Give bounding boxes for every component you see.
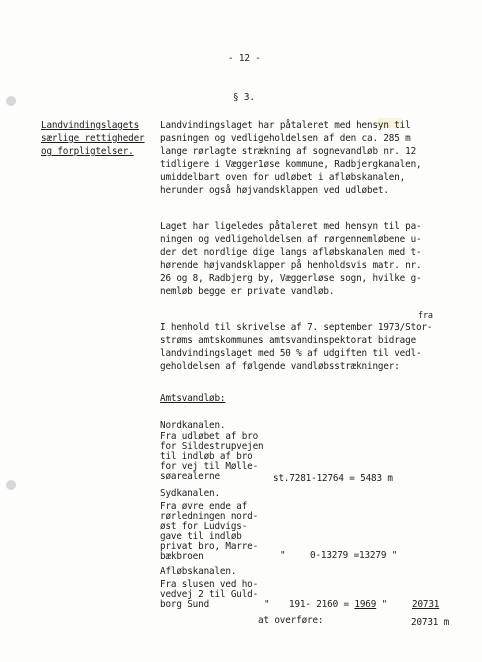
nordkanalen-desc: Fra udløbet af bro: [160, 431, 259, 442]
aflobskanalen-desc: borg Sund: [160, 599, 210, 610]
sydkanalen-desc: privat bro, Marre-: [160, 541, 259, 552]
carry-value: 20731 m: [411, 617, 450, 628]
aflobskanalen-ditto: ": [264, 599, 270, 610]
para2-line: nemløb begge er private vandløb.: [160, 286, 335, 297]
nordkanalen-name: Nordkanalen.: [160, 420, 226, 431]
para3-line: landvindingslaget med 50 % af udgiften til vedl-: [160, 348, 422, 359]
nordkanalen-desc: for Sildestrupvejen: [160, 441, 264, 452]
sydkanalen-calc: 0-13279 =13279 ": [310, 550, 398, 561]
para1-line: pasningen og vedligeholdelsen af den ca. 285 m: [160, 133, 411, 144]
para2-line: Laget har ligeledes påtaleret med hensyn til pa-: [160, 221, 422, 232]
margin-heading-line: Landvindingslagets: [41, 120, 140, 131]
para3-line: I henhold til skrivelse af 7. september 1973/Stor-: [160, 322, 433, 333]
aflobskanalen-name: Afløbskanalen.: [160, 566, 237, 577]
amtsvandlob-heading: Amtsvandløb:: [160, 393, 226, 404]
carry-label: at overføre:: [258, 615, 324, 626]
para2-line: ningen og vedligeholdelsen af rørgennemløbene u-: [160, 234, 422, 245]
margin-heading-line: særlige rettigheder: [41, 133, 145, 144]
para1-line: lange rørlagte strækning af sognevandløb nr. 12: [160, 146, 417, 157]
para1-line: umiddelbart oven for udløbet i afløbskanalen,: [160, 172, 406, 183]
nordkanalen-calc: st.7281-12764 = 5483 m: [273, 473, 393, 484]
sydkanalen-name: Sydkanalen.: [160, 488, 220, 499]
calc-prefix: 191- 2160 =: [289, 599, 355, 610]
sydkanalen-desc: Fra øvre ende af: [160, 501, 248, 512]
nordkanalen-desc: søarealerne: [160, 471, 220, 482]
sydkanalen-desc: bækbroen: [160, 551, 204, 562]
sydkanalen-desc: gave til indløb: [160, 531, 242, 542]
sydkanalen-desc: rørledningen nord-: [160, 511, 259, 522]
punch-hole: [6, 96, 16, 106]
para1-line: herunder også højvandsklappen ved udløbet.: [160, 185, 389, 196]
para3-line: strøms amtskommunes amtsvandinspektorat bidrage: [160, 335, 417, 346]
calc-suffix: ": [376, 599, 388, 610]
nordkanalen-desc: for vej til Mølle-: [160, 461, 259, 472]
para1-line: Landvindingslaget har påtaleret med hensyn til: [160, 120, 411, 131]
punch-hole: [6, 480, 16, 490]
aflobskanalen-desc: Fra slusen ved ho-: [160, 579, 259, 590]
aflobskanalen-desc: vedvej 2 til Guld-: [160, 589, 259, 600]
margin-heading-line: og forpligtelser.: [41, 146, 134, 157]
running-total: 20731: [412, 599, 440, 610]
calc-value: 1969: [354, 599, 377, 610]
handwritten-insert: fra: [418, 311, 433, 321]
section-heading: § 3.: [233, 92, 255, 103]
nordkanalen-desc: til indløb af bro: [160, 451, 253, 462]
aflobskanalen-calc: [289, 599, 387, 611]
para3-line: geholdelsen af følgende vandløbsstrækninger:: [160, 361, 400, 372]
sydkanalen-ditto: ": [280, 550, 286, 561]
para1-line: tidligere i Vægger1øse kommune, Radbjergkanalen,: [160, 159, 422, 170]
sydkanalen-desc: øst for Ludvigs-: [160, 521, 248, 532]
para2-line: der det nordlige dige langs afløbskanalen med t-: [160, 247, 422, 258]
para2-line: hørende højvandsklapper på henholdsvis matr. nr.: [160, 260, 422, 271]
para2-line: 26 og 8, Radbjerg by, Væggerløse sogn, hvilke g-: [160, 273, 422, 284]
page-number: - 12 -: [228, 53, 261, 64]
